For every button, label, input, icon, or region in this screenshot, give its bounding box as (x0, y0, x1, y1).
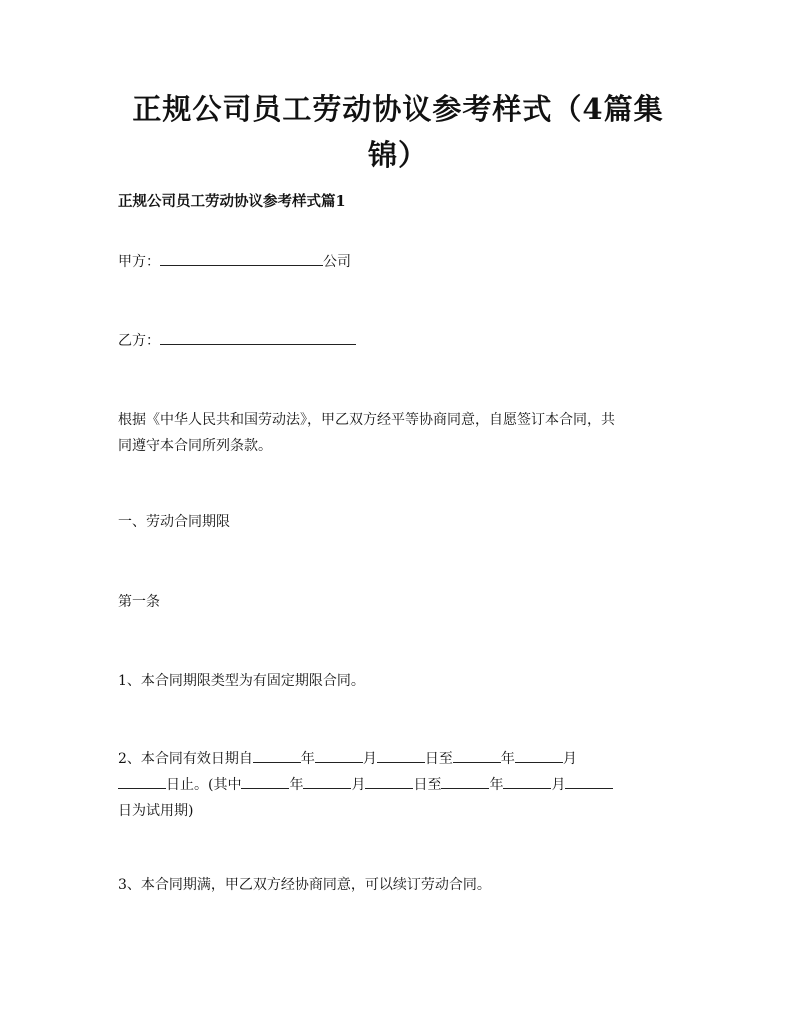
chapter-heading: 一、劳动合同期限 (118, 514, 230, 530)
date-blank (303, 773, 351, 789)
year-label: 年 (489, 777, 504, 793)
date-blank (118, 773, 166, 789)
clause-2-prefix: 2、本合同有效日期自 (118, 751, 253, 767)
date-blank (503, 773, 551, 789)
clause-2-line-1 (118, 746, 680, 772)
clause-2-line-2 (118, 772, 680, 798)
date-blank (515, 747, 563, 763)
date-blank (377, 747, 425, 763)
day-to-label: 日至 (424, 751, 453, 767)
document-title-line-1: 正规公司员工劳动协议参考样式（4篇集 (132, 92, 664, 126)
date-blank (315, 747, 363, 763)
date-blank (365, 773, 413, 789)
month-label: 月 (562, 751, 577, 767)
section-title: 正规公司员工劳动协议参考样式篇1 (118, 193, 346, 210)
year-label: 年 (289, 777, 304, 793)
date-blank (565, 773, 613, 789)
month-label: 月 (551, 777, 566, 793)
date-blank (441, 773, 489, 789)
preamble-line-2: 同遵守本合同所列条款。 (118, 438, 272, 454)
date-blank (253, 747, 301, 763)
preamble-line-1: 根据《中华人民共和国劳动法》，甲乙双方经平等协商同意，自愿签订本合同，共 (118, 412, 615, 428)
end-label: 日止。(其中 (166, 777, 242, 793)
party-b-line (118, 328, 680, 354)
article-heading: 第一条 (118, 594, 160, 610)
year-label: 年 (500, 751, 515, 767)
party-a-blank (160, 250, 323, 266)
date-blank (241, 773, 289, 789)
clause-3: 3、本合同期满，甲乙双方经协商同意，可以续订劳动合同。 (118, 877, 491, 893)
month-label: 月 (362, 751, 377, 767)
date-blank (453, 747, 501, 763)
party-a-suffix: 公司 (323, 254, 351, 270)
year-label: 年 (300, 751, 315, 767)
party-b-label: 乙方： (118, 333, 160, 349)
clause-2-line-3: 日为试用期) (118, 803, 194, 819)
document-title-line-2: 锦） (367, 138, 428, 172)
day-to-label: 日至 (413, 777, 442, 793)
clause-1: 1、本合同期限类型为有固定期限合同。 (118, 673, 365, 689)
party-a-line (118, 249, 680, 275)
party-b-blank (160, 329, 356, 345)
party-a-label: 甲方： (118, 254, 160, 270)
month-label: 月 (351, 777, 366, 793)
